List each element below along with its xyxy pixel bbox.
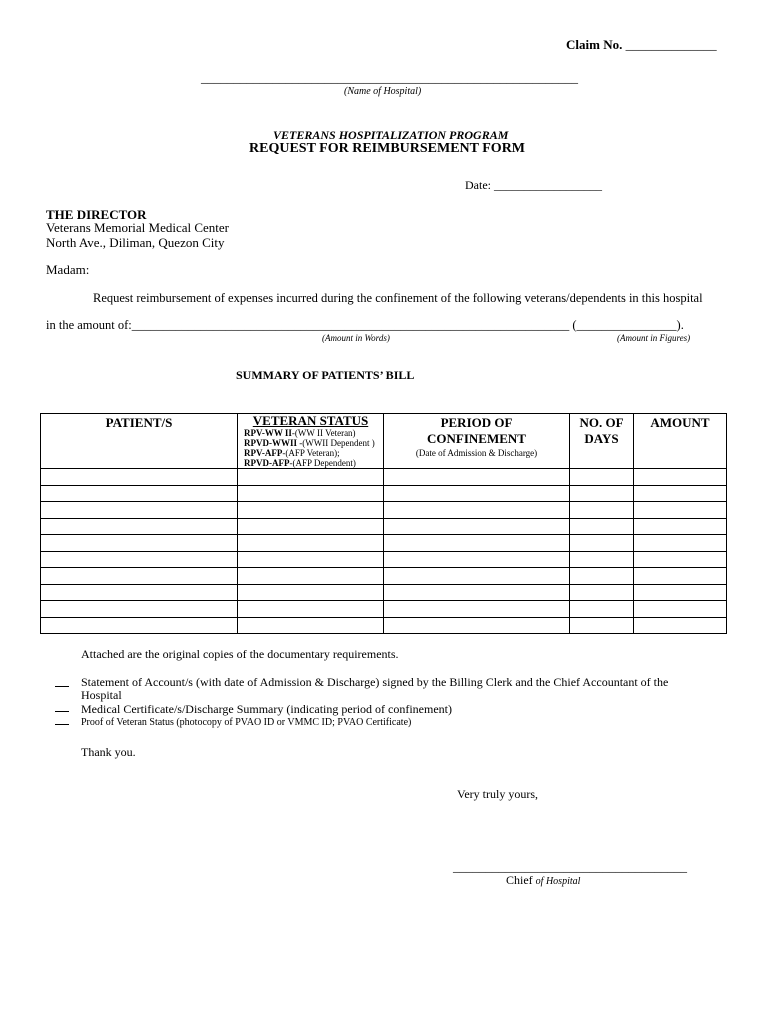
table-row <box>41 584 727 601</box>
patient-cell[interactable] <box>41 518 238 535</box>
days-cell[interactable] <box>570 601 634 618</box>
check-blank-2[interactable] <box>55 711 69 712</box>
date-field <box>465 178 602 193</box>
period-cell[interactable] <box>384 617 570 634</box>
table-row <box>41 551 727 568</box>
salutation: Madam: <box>46 262 90 277</box>
table-row <box>41 469 727 486</box>
amount-cell[interactable] <box>634 518 727 535</box>
veteran-status-cell[interactable] <box>238 551 384 568</box>
veteran-status-cell[interactable] <box>238 601 384 618</box>
period-cell[interactable] <box>384 518 570 535</box>
veteran-status-option: RPVD-AFP-(AFP Dependent) <box>244 458 356 468</box>
attached-text: Attached are the original copies of the documentary requirements. <box>81 647 399 661</box>
requirement-1: Statement of Account/s (with date of Admission & Discharge) signed by the Billing Clerk and the Chief Accountant of the <box>81 675 669 689</box>
date-blank: __________________ <box>494 178 602 192</box>
patient-cell[interactable] <box>41 502 238 519</box>
days-cell[interactable] <box>570 551 634 568</box>
amount-line: in the amount of:______________________________________________________________________ (________________). <box>46 318 684 332</box>
period-cell[interactable] <box>384 601 570 618</box>
header-days: NO. OF DAYS <box>570 414 634 469</box>
days-cell[interactable] <box>570 568 634 585</box>
table-row <box>41 568 727 585</box>
veteran-status-cell[interactable] <box>238 568 384 585</box>
of-hospital-label: of Hospital <box>535 876 581 887</box>
period-cell[interactable] <box>384 485 570 502</box>
days-cell[interactable] <box>570 518 634 535</box>
days-cell[interactable] <box>570 502 634 519</box>
header-amount: AMOUNT <box>634 414 727 469</box>
table-row <box>41 518 727 535</box>
patient-cell[interactable] <box>41 568 238 585</box>
closing: Very truly yours, <box>457 787 538 801</box>
check-blank-3[interactable] <box>55 724 69 725</box>
amount-cell[interactable] <box>634 601 727 618</box>
amount-cell[interactable] <box>634 617 727 634</box>
addressee-line1: Veterans Memorial Medical Center <box>46 220 230 235</box>
veteran-status-cell[interactable] <box>238 518 384 535</box>
date-label: Date: <box>465 178 491 192</box>
veteran-status-cell[interactable] <box>238 485 384 502</box>
veteran-status-option: RPVD-WWII -(WWII Dependent ) <box>244 438 375 448</box>
header-period: PERIOD OF CONFINEMENT (Date of Admission & Discharge) <box>384 414 570 469</box>
amount-words-caption: (Amount in Words) <box>322 333 390 343</box>
days-cell[interactable] <box>570 617 634 634</box>
period-cell[interactable] <box>384 535 570 552</box>
patient-cell[interactable] <box>41 584 238 601</box>
requirement-3: Proof of Veteran Status (photocopy of PVAO ID or VMMC ID; PVAO Certificate) <box>81 717 412 728</box>
claim-number <box>566 37 717 53</box>
body-paragraph: Request reimbursement of expenses incurred during the confinement of the following veterans/dependents in this hospital <box>93 291 703 305</box>
patient-cell[interactable] <box>41 469 238 486</box>
days-cell[interactable] <box>570 535 634 552</box>
amount-cell[interactable] <box>634 535 727 552</box>
patient-cell[interactable] <box>41 485 238 502</box>
amount-cell[interactable] <box>634 551 727 568</box>
table-row <box>41 502 727 519</box>
amount-cell[interactable] <box>634 485 727 502</box>
period-cell[interactable] <box>384 584 570 601</box>
thank-you: Thank you. <box>81 745 136 759</box>
table-header-row <box>41 414 727 469</box>
amount-cell[interactable] <box>634 568 727 585</box>
addressee-line2: North Ave., Diliman, Quezon City <box>46 235 225 250</box>
table-row <box>41 601 727 618</box>
hospital-name-caption: (Name of Hospital) <box>344 86 422 97</box>
patients-bill-table <box>40 413 727 634</box>
veteran-status-option: RPV-WW II-(WW II Veteran) <box>244 428 356 438</box>
claim-blank: ______________ <box>625 37 717 52</box>
veteran-status-cell[interactable] <box>238 502 384 519</box>
header-veteran-status: VETERAN STATUS RPV-WW II-(WW II Veteran) RPVD-WWII -(WWII Dependent ) RPV-AFP-(AFP Veteran); RPVD-AFP-(AFP Dependent) <box>238 414 384 469</box>
chief-label: Chief <box>506 873 533 887</box>
table-row <box>41 617 727 634</box>
period-cell[interactable] <box>384 551 570 568</box>
summary-title: SUMMARY OF PATIENTS’ BILL <box>236 368 415 382</box>
table-row <box>41 485 727 502</box>
addressee-name: THE DIRECTOR <box>46 207 147 222</box>
signature-caption <box>506 873 580 888</box>
period-cell[interactable] <box>384 469 570 486</box>
requirement-1-cont: Hospital <box>81 688 122 702</box>
amount-cell[interactable] <box>634 469 727 486</box>
patient-cell[interactable] <box>41 551 238 568</box>
veteran-status-cell[interactable] <box>238 617 384 634</box>
period-cell[interactable] <box>384 568 570 585</box>
patient-cell[interactable] <box>41 535 238 552</box>
veteran-status-option: RPV-AFP-(AFP Veteran); <box>244 448 340 458</box>
amount-cell[interactable] <box>634 584 727 601</box>
requirement-2: Medical Certificate/s/Discharge Summary (indicating period of confinement) <box>81 702 452 716</box>
claim-label: Claim No. <box>566 37 623 52</box>
period-cell[interactable] <box>384 502 570 519</box>
amount-cell[interactable] <box>634 502 727 519</box>
days-cell[interactable] <box>570 584 634 601</box>
veteran-status-cell[interactable] <box>238 469 384 486</box>
veteran-status-cell[interactable] <box>238 535 384 552</box>
check-blank-1[interactable] <box>55 686 69 687</box>
days-cell[interactable] <box>570 485 634 502</box>
patient-cell[interactable] <box>41 601 238 618</box>
veteran-status-cell[interactable] <box>238 584 384 601</box>
days-cell[interactable] <box>570 469 634 486</box>
hospital-name-line: __________________________________________________________ <box>201 70 578 85</box>
signature-line: ____________________________________ <box>453 859 687 874</box>
amount-figures-caption: (Amount in Figures) <box>617 333 691 343</box>
table-row <box>41 535 727 552</box>
header-patient: PATIENT/S <box>41 414 238 469</box>
patient-cell[interactable] <box>41 617 238 634</box>
program-title: VETERANS HOSPITALIZATION PROGRAM <box>273 128 509 142</box>
form-title: REQUEST FOR REIMBURSEMENT FORM <box>249 141 526 156</box>
